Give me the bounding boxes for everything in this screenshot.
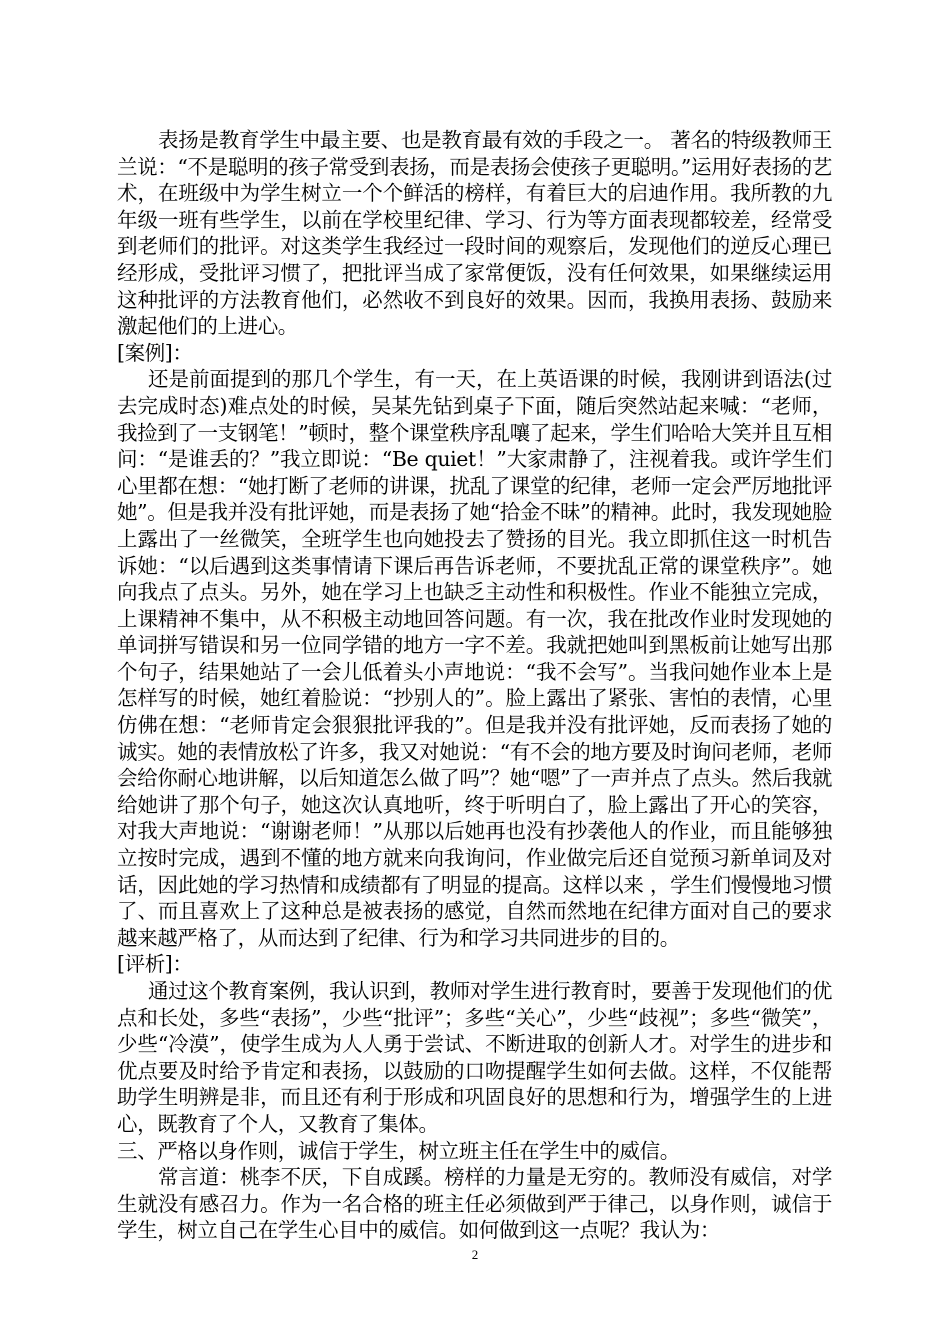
section-label-case: [案例]： xyxy=(117,340,193,365)
paragraph-praise-intro: 表扬是教育学生中最主要、也是教育最有效的手段之一。 著名的特级教师王兰说：“不是聪明的孩子常受到表扬，而是表扬会使孩子更聪明。”运用好表扬的艺术，在班级中为学生树立一个个鲜活的榜样，有着巨大的启迪作用。我所教的九年级一班有些学生，以前在学校里纪律、学习、行为等方面表现都较差，经常受到老师们的批评。对这类学生我经过一段时间的观察后，发现他们的逆反心理已经形成，受批评习惯了，把批评当成了家常便饭，没有任何效果，如果继续运用这种批评的方法教育他们，必然收不到良好的效果。因而，我换用表扬、鼓励来激起他们的上进心。 xyxy=(117,128,832,339)
page-number: 2 xyxy=(471,1247,479,1262)
paragraph-case-story: 还是前面提到的那几个学生，有一天，在上英语课的时候，我刚讲到语法(过去完成时态)难点处的时候，吴某先钻到桌子下面，随后突然站起来喊：“老师，我捡到了一支钢笔！”顿时，整个课堂秩序乱嚷了起来，学生们哈哈大笑并且互相问：“是谁丢的？”我立即说：“Be quiet！”大家肃静了，注视着我。或许学生们心里都在想：“她打断了老师的讲课，扰乱了课堂的纪律，老师一定会严厉地批评她”。但是我并没有批评她，而是表扬了她“拾金不昧”的精神。此时，我发现她脸上露出了一丝微笑，全班学生也向她投去了赞扬的目光。我立即抓住这一时机告诉她：“以后遇到这类事情请下课后再告诉老师，不要扰乱正常的课堂秩序”。她向我点了点头。另外，她在学习上也缺乏主动性和积极性。作业不能独立完成，上课精神不集中，从不积极主动地回答问题。有一次，我在批改作业时发现她的单词拼写错误和另一位同学错的地方一字不差。我就把她叫到黑板前让她写出那个句子，结果她站了一会儿低着头小声地说：“我不会写”。当我问她作业本上是怎样写的时候，她红着脸说：“抄别人的”。脸上露出了紧张、害怕的表情，心里仿佛在想：“老师肯定会狠狠批评我的”。但是我并没有批评她，反而表扬了她的诚实。她的表情放松了许多，我又对她说：“有不会的地方要及时询问老师，老师会给你耐心地讲解，以后知道怎么做了吗”？她“嗯”了一声并点了点头。然后我就给她讲了那个句子，她这次认真地听，终于听明白了，脸上露出了开心的笑容，对我大声地说：“谢谢老师！”从那以后她再也没有抄袭他人的作业，而且能够独立按时完成，遇到不懂的地方就来向我询问，作业做完后还自觉预习新单词及对话，因此她的学习热情和成绩都有了明显的提高。这样以来 ，学生们慢慢地习惯了、而且喜欢上了这种总是被表扬的感觉，自然而然地在纪律方面对自己的要求越来越严格了，从而达到了纪律、行为和学习共同进步的目的。 xyxy=(117,367,832,950)
section-heading-three: 三、严格以身作则，诚信于学生，树立班主任在学生中的威信。 xyxy=(117,1138,680,1163)
document-body xyxy=(117,127,832,1244)
section-label-analysis: [评析]： xyxy=(117,952,193,977)
paragraph-role-model: 常言道：桃李不厌，下自成蹊。榜样的力量是无穷的。教师没有威信，对学生就没有感召力。作为一名合格的班主任必须做到严于律己，以身作则，诚信于学生，树立自己在学生心目中的威信。如何做到这一点呢？我认为： xyxy=(117,1165,832,1243)
paragraph-analysis: 通过这个教育案例，我认识到，教师对学生进行教育时，要善于发现他们的优点和长处，多些“表扬”，少些“批评”；多些“关心”，少些“歧视”；多些“微笑”，少些“冷漠”，使学生成为人人勇于尝试、不断进取的创新人才。对学生的进步和优点要及时给予肯定和表扬，以鼓励的口吻提醒学生如何去做。这样，不仅能帮助学生明辨是非，而且还有利于形成和巩固良好的思想和行为，增强学生的上进心，既教育了个人，又教育了集体。 xyxy=(117,979,832,1136)
